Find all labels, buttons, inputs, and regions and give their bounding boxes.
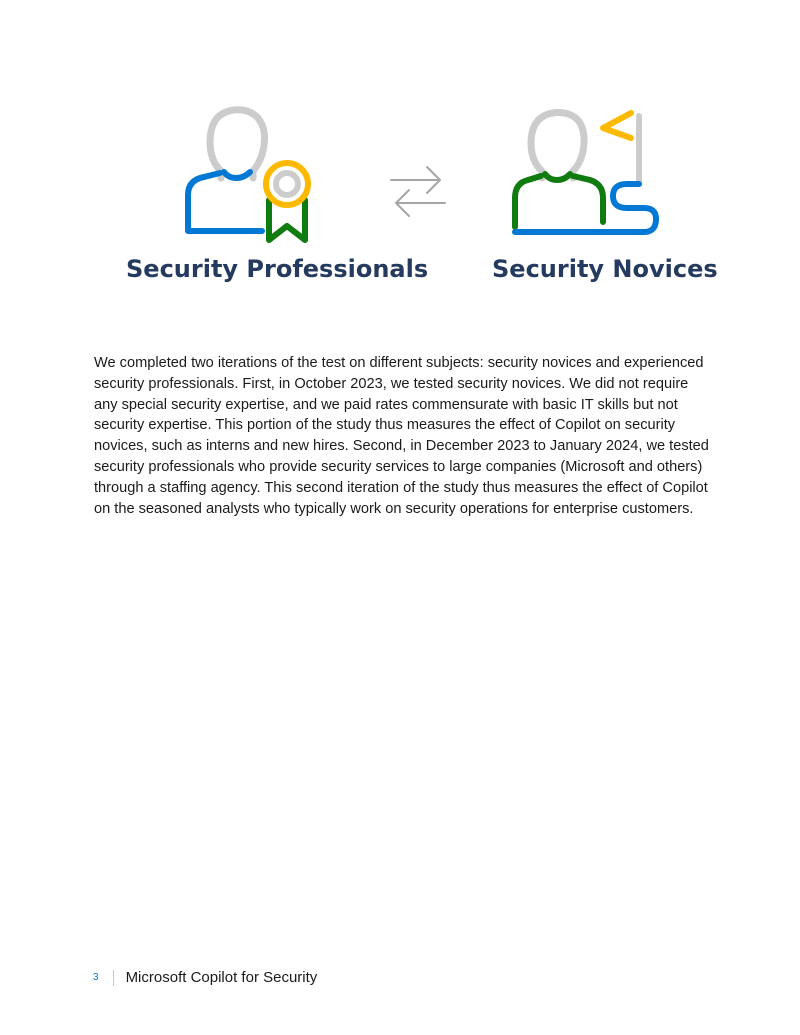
footer-divider bbox=[113, 970, 114, 986]
page-footer bbox=[93, 969, 317, 986]
security-novices-label: Security Novices bbox=[492, 255, 718, 283]
footer-title: Microsoft Copilot for Security bbox=[125, 969, 318, 986]
page-number: 3 bbox=[93, 972, 99, 983]
security-professional-icon bbox=[180, 100, 320, 250]
security-professionals-label: Security Professionals bbox=[126, 255, 429, 283]
body-paragraph: We completed two iterations of the test on different subjects: security novices and experienced security professionals. First, in October 2023, we tested security novices. We did not require any special security expertise, and we paid rates commensurate with basic IT skills but not security expertise. This portion of the study thus measures the effect of Copilot on security novices, such as interns and new hires. Second, in December 2023 to January 2024, we tested security professionals who provide security services to large companies (Microsoft and others) through a staffing agency. This second iteration of the study thus measures the effect of Copilot on the seasoned analysts who typically work on security operations for enterprise customers. bbox=[94, 355, 709, 517]
exchange-arrows-icon bbox=[388, 163, 448, 223]
security-novice-icon bbox=[508, 108, 668, 243]
